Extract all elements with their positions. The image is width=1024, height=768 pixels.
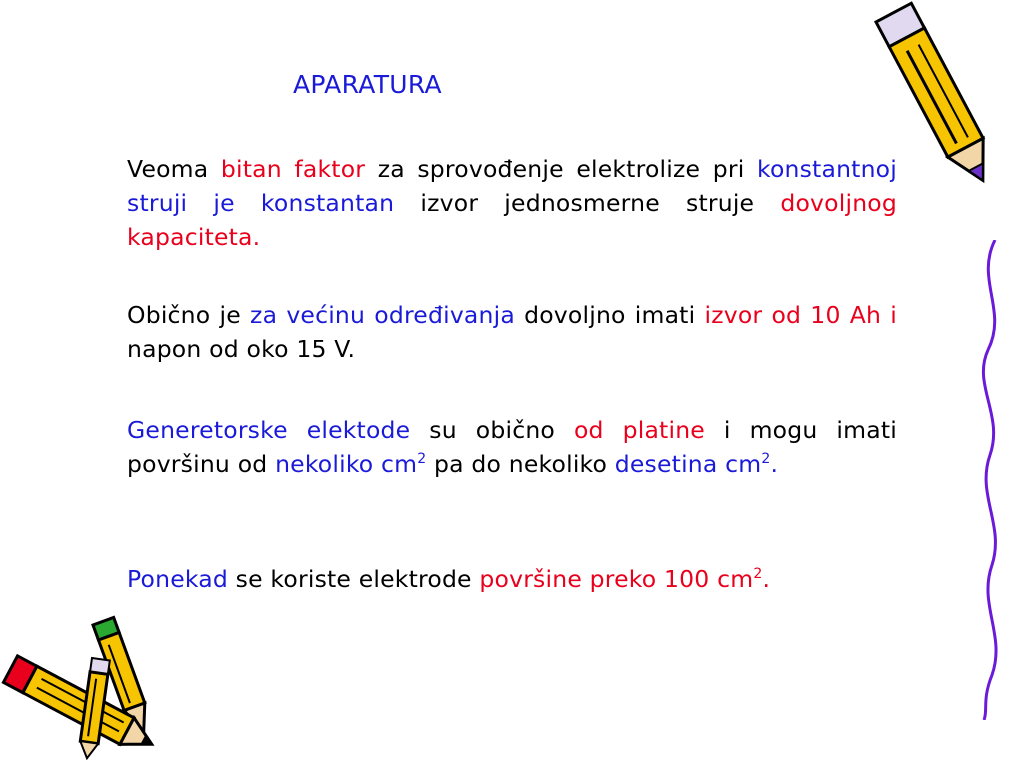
text-span: izvor jednosmerne struje <box>394 189 781 217</box>
text-span: Veoma <box>127 155 221 183</box>
text-span: pa do nekoliko <box>426 450 615 478</box>
text-span: napon od oko 15 V. <box>127 335 356 363</box>
text-span-blue: za većinu određivanja <box>250 301 515 329</box>
text-span-blue: nekoliko cm <box>275 450 418 478</box>
superscript: 2 <box>417 451 427 468</box>
text-span-red: od platine <box>573 416 705 444</box>
text-span-blue: konstantnoj struji je konstantan <box>127 155 897 217</box>
text-span-red: . <box>762 565 771 593</box>
text-span-blue: Generetorske elektode <box>127 416 411 444</box>
text-span-red: površine preko 100 cm <box>479 565 754 593</box>
slide-title: APARATURA <box>293 70 442 99</box>
text-span-blue: . <box>770 450 779 478</box>
text-span-blue: Ponekad <box>127 565 228 593</box>
text-span-red: bitan faktor <box>220 155 366 183</box>
text-span: mogu imati površinu od <box>127 416 897 478</box>
paragraph-2 <box>127 298 897 366</box>
text-span: su obično <box>410 416 574 444</box>
superscript: 2 <box>753 566 763 583</box>
text-span: za sprovođenje elektrolize pri <box>365 155 757 183</box>
paragraph-1 <box>127 152 897 254</box>
superscript: 2 <box>761 451 771 468</box>
pencil-bottom-left-icon <box>0 640 160 765</box>
text-span-red: izvor od 10 Ah i <box>704 301 897 329</box>
paragraph-4 <box>127 562 887 596</box>
text-span-red: dovoljnog kapaciteta. <box>127 189 897 251</box>
text-span: dovoljno imati <box>514 301 705 329</box>
text-span: i <box>704 416 731 444</box>
paragraph-3 <box>127 413 897 481</box>
text-span: Obično je <box>127 301 251 329</box>
text-span: se koriste elektrode <box>227 565 480 593</box>
text-span-blue: desetina cm <box>614 450 762 478</box>
wavy-border-icon <box>970 240 1010 720</box>
